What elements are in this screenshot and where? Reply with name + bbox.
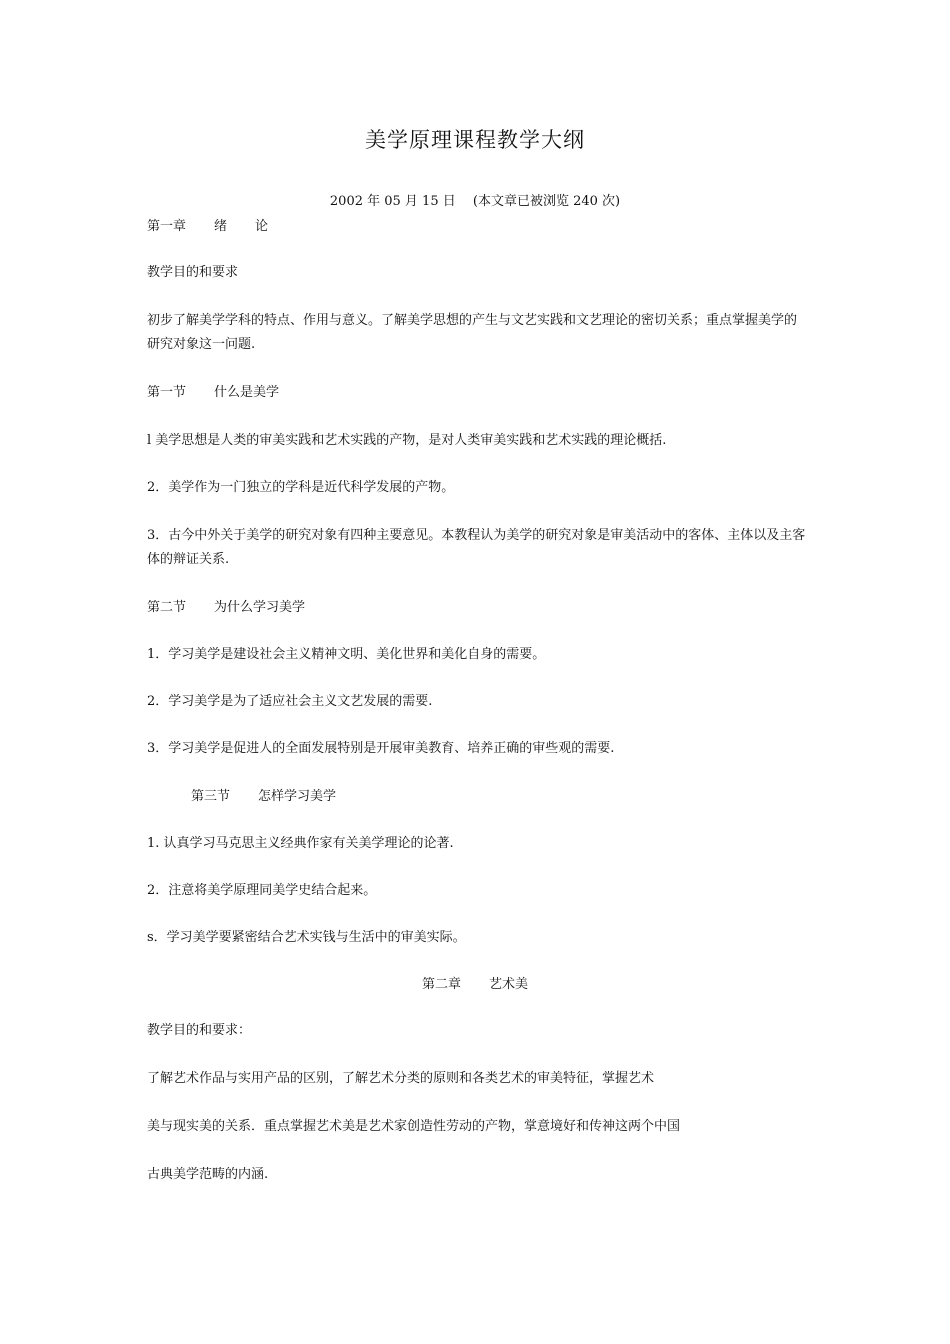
section-3-title: 怎样学习美学 <box>258 789 337 804</box>
section-1-paragraph-2: 2．美学作为一门独立的学科是近代科学发展的产物。 <box>147 480 455 495</box>
section-1-number: 第一节 <box>147 385 187 400</box>
section-3-paragraph-3: s．学习美学要紧密结合艺术实钱与生活中的审美实际。 <box>147 930 466 945</box>
section-3-paragraph-1: 1. 认真学习马克思主义经典作家有关美学理论的论著. <box>147 836 454 851</box>
section-3-heading <box>191 785 851 809</box>
section-2-title: 为什么学习美学 <box>214 600 306 615</box>
section-2-paragraph-3: 3．学习美学是促进人的全面发展特别是开展审美教育、培养正确的审些观的需要. <box>147 741 615 756</box>
chapter-2-heading <box>0 973 950 997</box>
section-1-paragraph-1: l 美学思想是人类的审美实践和艺术实践的产物，是对人类审美实践和艺术实践的理论概括. <box>147 433 667 448</box>
document-title: 美学原理课程教学大纲 <box>365 128 585 152</box>
chapter-2-number: 第二章 <box>421 977 461 992</box>
chapter-1-number: 第一章 <box>147 219 187 234</box>
chapter-1-goals-label: 教学目的和要求 <box>147 265 239 280</box>
chapter-1-heading <box>147 215 807 239</box>
chapter-2-goals-label: 教学目的和要求： <box>147 1023 252 1038</box>
chapter-1-title-a: 绪 <box>214 219 228 234</box>
chapter-2-goals-line-1: 了解艺术作品与实用产品的区别，了解艺术分类的原则和各类艺术的审美特征，掌握艺术 <box>147 1071 655 1086</box>
section-2-heading <box>147 596 807 620</box>
section-2-paragraph-2: 2．学习美学是为了适应社会主义文艺发展的需要. <box>147 694 433 709</box>
section-1-title: 什么是美学 <box>214 385 280 400</box>
chapter-1-goals-text: 初步了解美学学科的特点、作用与意义。了解美学思想的产生与文艺实践和文艺理论的密切关系；重点掌握美学的研究对象这一问题. <box>147 313 798 352</box>
section-1-heading <box>147 381 807 405</box>
section-2-number: 第二节 <box>147 600 187 615</box>
section-3-number: 第三节 <box>191 789 231 804</box>
section-3-paragraph-2: 2．注意将美学原理同美学史结合起来。 <box>147 883 377 898</box>
document-meta: 2002 年 05 月 15 日 (本文章已被浏览 240 次) <box>329 194 621 209</box>
chapter-2-title: 艺术美 <box>489 977 529 992</box>
section-1-paragraph-3: 3．古今中外关于美学的研究对象有四种主要意见。本教程认为美学的研究对象是审美活动中的客体、主体以及主客体的辩证关系. <box>147 528 806 567</box>
chapter-1-title-b: 论 <box>255 219 269 234</box>
section-2-paragraph-1: 1．学习美学是建设社会主义精神文明、美化世界和美化自身的需要。 <box>147 647 546 662</box>
chapter-2-goals-line-2: 美与现实美的关系．重点掌握艺术美是艺术家创造性劳动的产物，掌意境好和传神这两个中国 <box>147 1119 681 1134</box>
chapter-2-goals-line-3: 古典美学范畴的内涵. <box>147 1167 269 1182</box>
